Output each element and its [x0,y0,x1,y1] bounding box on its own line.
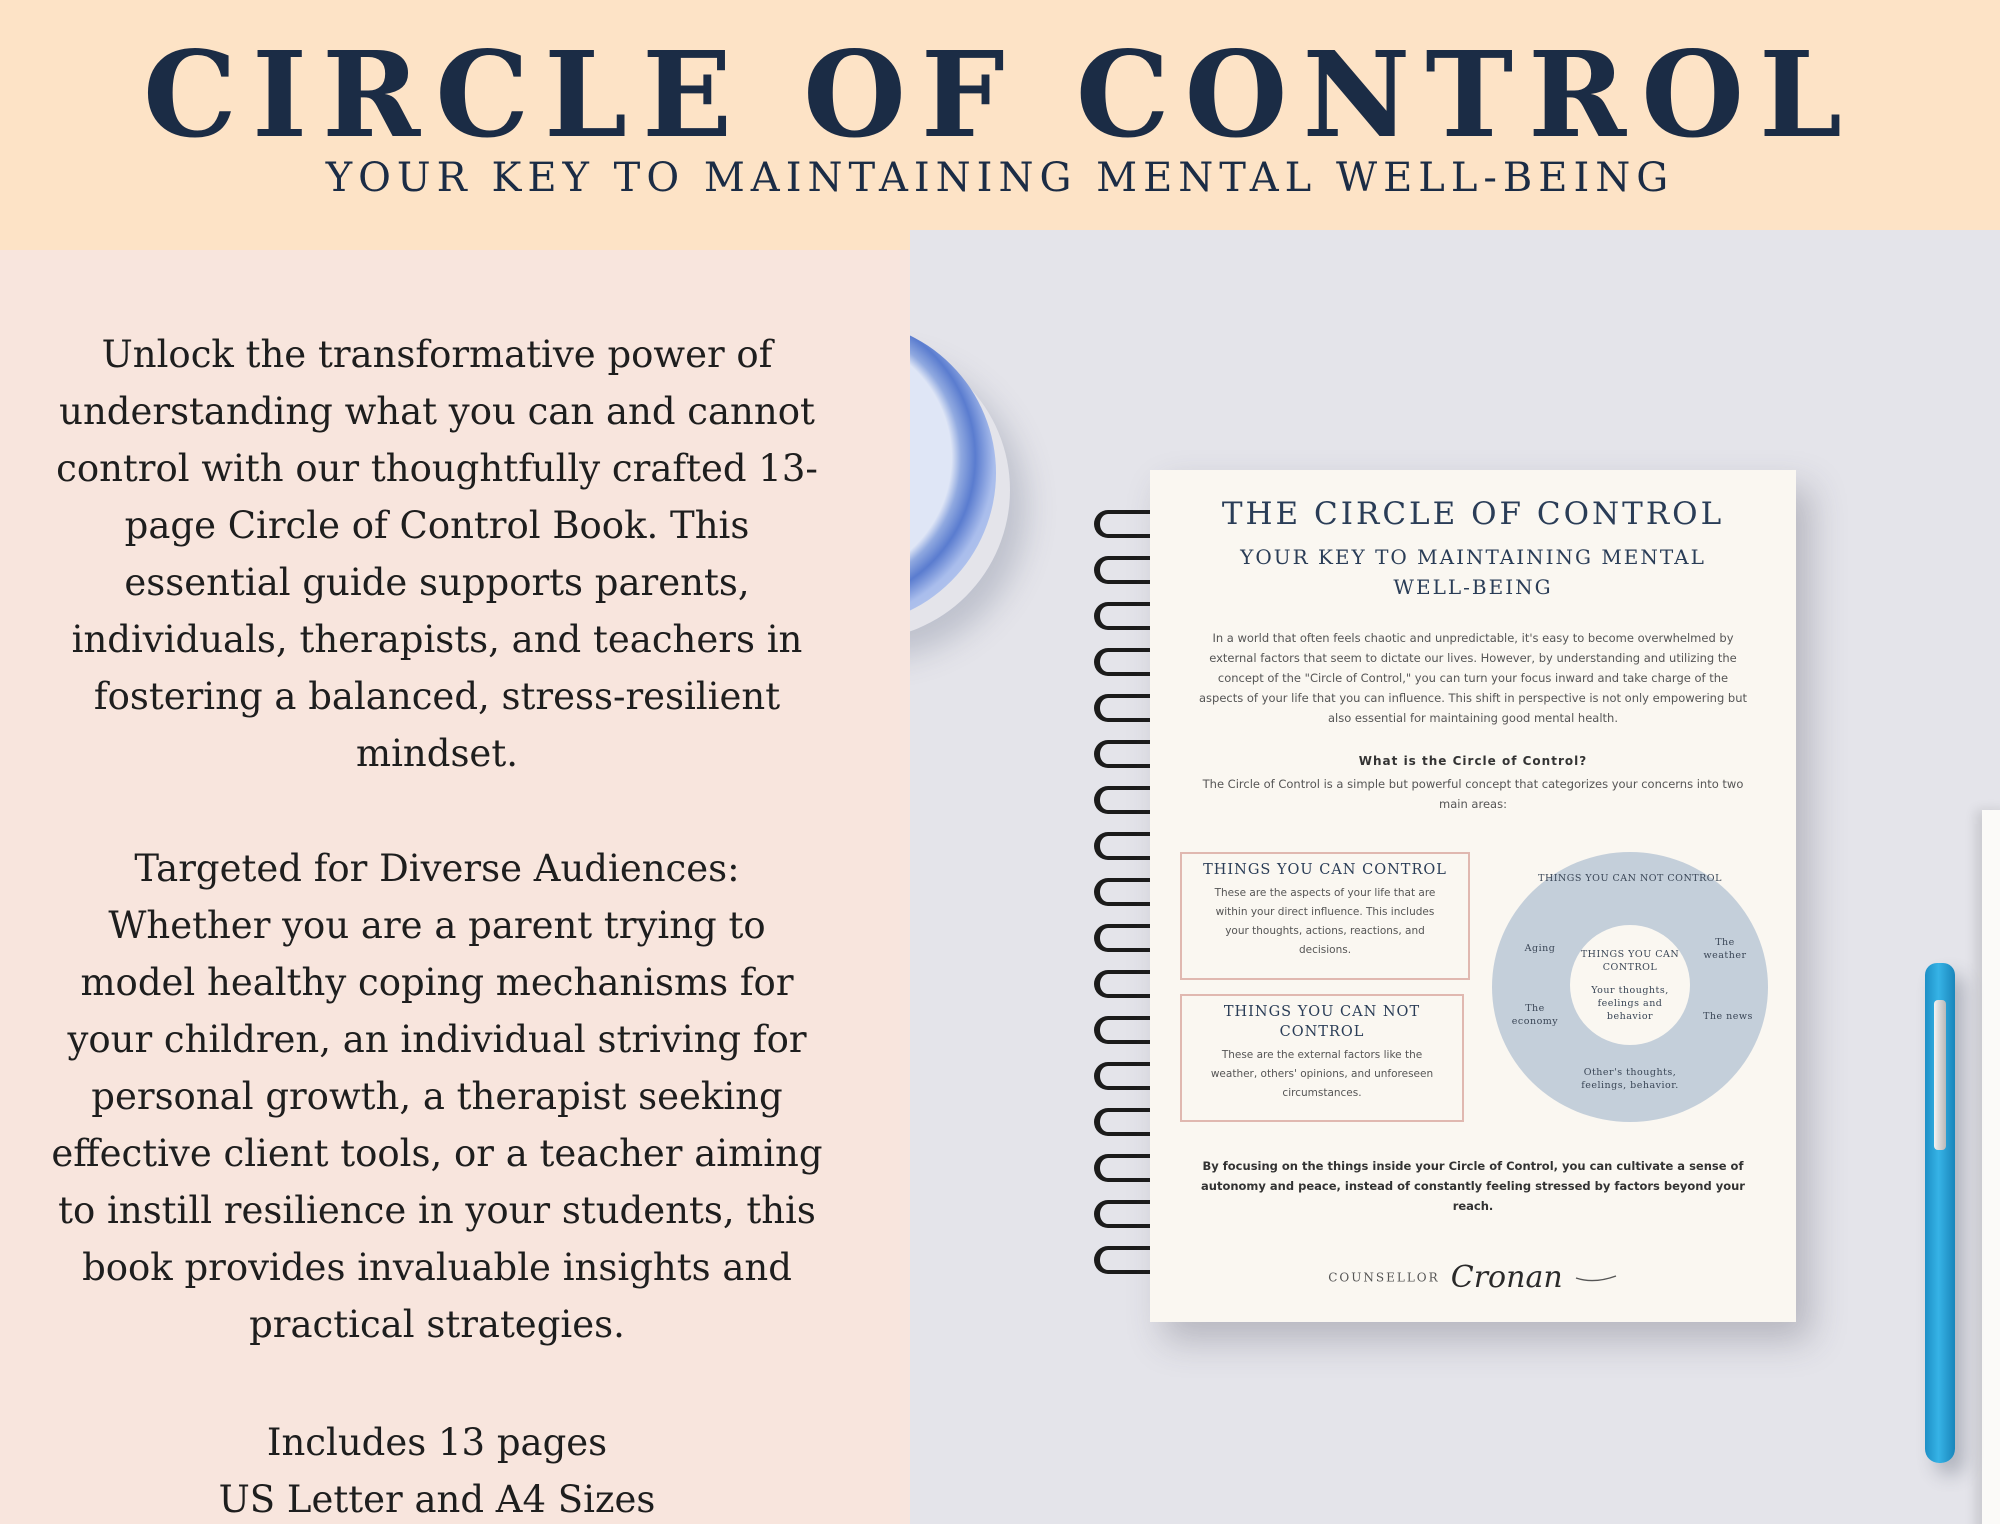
economy-label-line: The [1525,1003,1545,1014]
cannot-control-line: circumstances. [1282,1087,1362,1099]
can-control-line: These are the aspects of your life that are [1214,887,1436,899]
can-control-line: within your direct influence. This includes [1215,906,1435,918]
notebook-intro [1186,628,1760,728]
weather-label [1690,936,1760,962]
intro-line: control with our thoughtfully crafted 13- [56,447,818,490]
signature-script: Cronan [1450,1260,1563,1295]
audience-line: Whether you are a parent trying to [108,904,766,947]
economy-label-line: economy [1511,1016,1559,1027]
can-control-box [1180,852,1470,980]
inner-circle-item-line: behavior [1606,1011,1654,1022]
notebook-intro-line: concept of the "Circle of Control," you can turn your focus inward and take charge of the [1217,671,1729,685]
weather-label-line: weather [1703,950,1747,961]
notebook-conclusion-line: reach. [1452,1199,1494,1213]
signature-flourish-icon [1574,1272,1618,1284]
notebook-subtitle-line: YOUR KEY TO MAINTAINING MENTAL [1240,545,1706,569]
notebook-intro-line: external factors that seem to dictate our lives. However, by understanding and utilizing the [1209,651,1737,665]
others-label-line: Other's thoughts, [1583,1067,1677,1078]
weather-label-line: The [1715,937,1735,948]
audience-heading: Targeted for Diverse Audiences: [134,847,740,890]
page-count: Includes 13 pages [266,1421,608,1464]
page-subtitle: YOUR KEY TO MAINTAINING MENTAL WELL-BEING [325,155,1675,201]
audience-line: model healthy coping mechanisms for [80,961,794,1004]
header-banner [0,0,2000,250]
aging-label: Aging [1524,943,1556,954]
audience-line: practical strategies. [249,1303,625,1346]
notebook-definition [1186,774,1760,814]
audience-paragraph [32,840,842,1353]
intro-line: essential guide supports parents, [124,561,750,604]
description-panel [0,250,910,1524]
intro-line: fostering a balanced, stress-resilient [93,675,781,718]
notebook-title: THE CIRCLE OF CONTROL [1221,496,1725,532]
intro-line: mindset. [356,732,518,775]
inner-circle-label-line: THINGS YOU CAN [1580,949,1680,960]
cannot-control-title [1182,1002,1462,1042]
signature [1150,1260,1796,1295]
notebook-definition-line: main areas: [1439,797,1507,811]
can-control-text [1182,880,1468,960]
paper-edge [1982,810,2000,1524]
audience-line: effective client tools, or a teacher aiming [51,1132,823,1175]
cannot-control-line: weather, others' opinions, and unforeseen [1210,1068,1434,1080]
cannot-control-title-line: THINGS YOU CAN NOT [1223,1004,1421,1020]
audience-line: personal growth, a therapist seeking [91,1075,783,1118]
intro-paragraph [32,326,842,782]
notebook-intro-line: aspects of your life that you can influence. This shift in perspective is not only empowering but [1199,691,1747,705]
pen-clip [1934,1000,1946,1150]
cannot-control-line: These are the external factors like the [1221,1049,1423,1061]
notebook-question: What is the Circle of Control? [1358,754,1588,768]
can-control-title: THINGS YOU CAN CONTROL [1203,862,1447,878]
notebook-definition-line: The Circle of Control is a simple but powerful concept that categorizes your concerns into two [1202,777,1744,791]
includes-info [32,1414,842,1524]
others-label [1560,1066,1700,1092]
paper-sizes: US Letter and A4 Sizes [218,1478,656,1521]
intro-line: individuals, therapists, and teachers in [71,618,803,661]
product-photo [910,230,2000,1524]
notebook-conclusion-line: autonomy and peace, instead of constantly feeling stressed by factors beyond your [1201,1179,1745,1193]
intro-line: Unlock the transformative power of [101,333,773,376]
can-control-line: your thoughts, actions, reactions, and [1225,925,1425,937]
outer-circle-label: THINGS YOU CAN NOT CONTROL [1538,873,1722,884]
cannot-control-text [1182,1042,1462,1103]
audience-line: to instill resilience in your students, this [58,1189,816,1232]
economy-label [1500,1002,1570,1028]
can-control-line: decisions. [1298,944,1352,956]
audience-line: your children, an individual striving for [67,1018,807,1061]
intro-line: understanding what you can and cannot [59,390,815,433]
notebook-intro-line: also essential for maintaining good mental health. [1328,711,1618,725]
news-label: The news [1703,1011,1753,1022]
intro-line: page Circle of Control Book. This [124,504,750,547]
inner-circle-items [1570,984,1690,1023]
notebook-intro-line: In a world that often feels chaotic and unpredictable, it's easy to become overwhelmed by [1212,631,1734,645]
inner-circle-label-line: CONTROL [1602,962,1658,973]
cannot-control-title-line: CONTROL [1279,1024,1365,1040]
page-title: CIRCLE OF CONTROL [143,25,1857,164]
notebook-conclusion-line: By focusing on the things inside your Circle of Control, you can cultivate a sense of [1202,1159,1744,1173]
inner-circle-item-line: Your thoughts, [1591,985,1669,996]
audience-line: book provides invaluable insights and [82,1246,792,1289]
inner-circle-item-line: feelings and [1597,998,1663,1009]
notebook-page [1150,470,1796,1322]
notebook-subtitle [1190,542,1756,602]
others-label-line: feelings, behavior. [1581,1080,1679,1091]
cannot-control-box [1180,994,1464,1122]
inner-circle-label [1570,948,1690,974]
signature-word: COUNSELLOR [1328,1270,1440,1285]
notebook-conclusion [1200,1156,1746,1216]
notebook-subtitle-line: WELL-BEING [1393,575,1553,599]
